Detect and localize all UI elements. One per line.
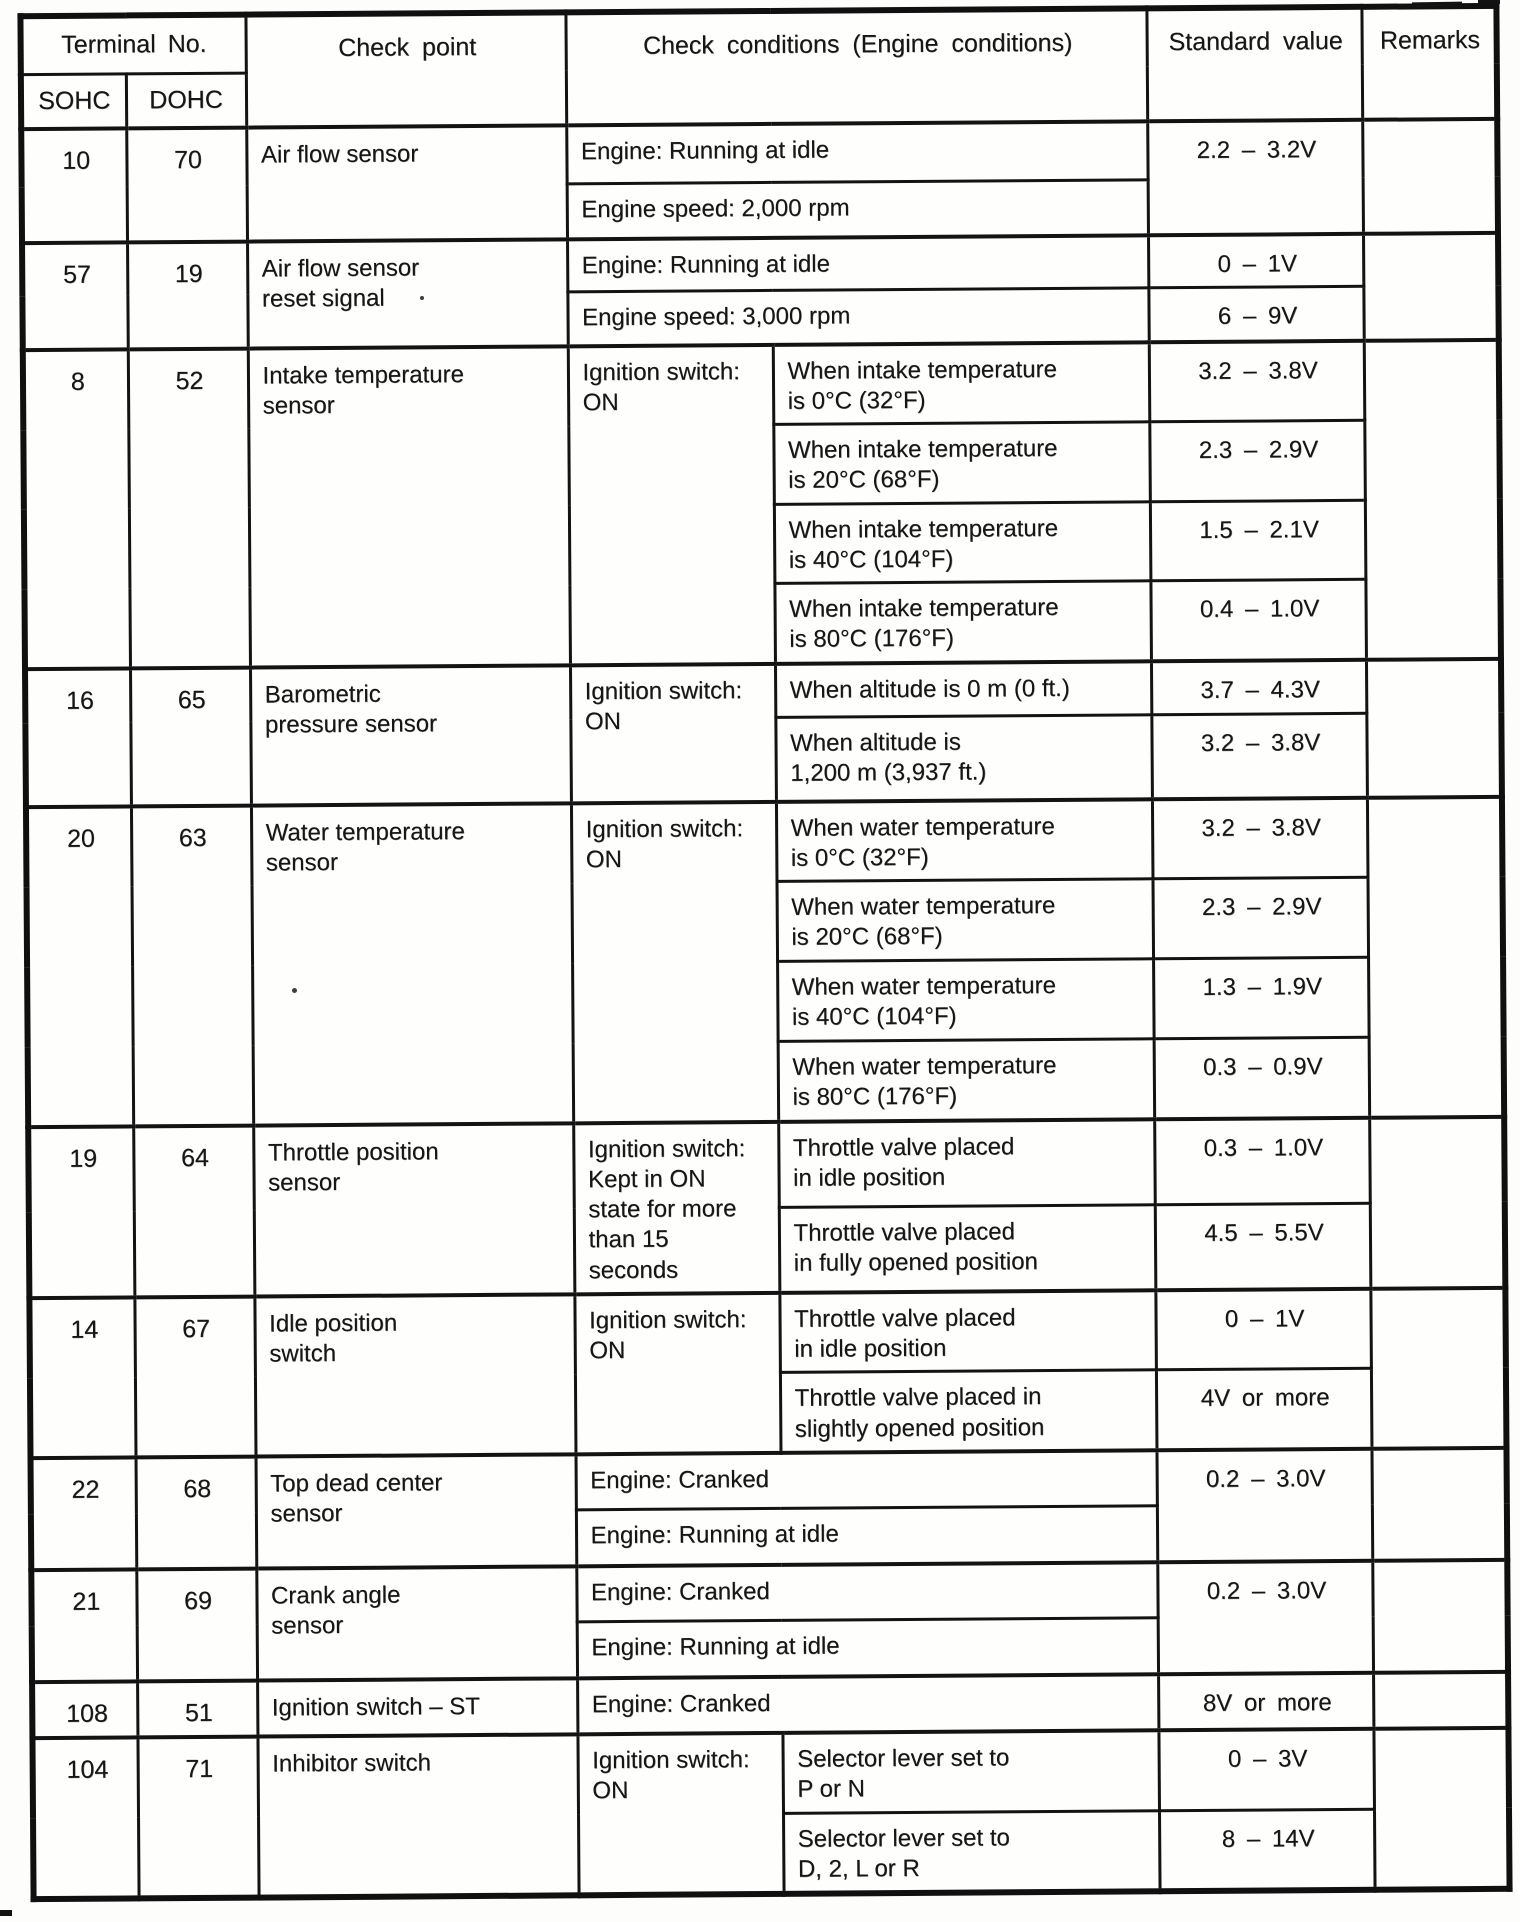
sub-condition-cell: When intake temperature is 0°C (32°F): [773, 342, 1150, 425]
sub-condition-cell: When intake temperature is 40°C (104°F): [774, 501, 1151, 583]
remarks-cell: [1373, 1728, 1509, 1890]
check-point-cell: Air flow sensor reset signal: [247, 239, 568, 348]
terminal-dohc-cell: 69: [136, 1568, 257, 1681]
check-point-cell: Crank angle sensor: [256, 1566, 577, 1680]
standard-value-cell: 4.5 – 5.5V: [1155, 1203, 1371, 1290]
terminal-sohc-cell: 108: [32, 1681, 137, 1738]
condition-cell: Engine speed: 2,000 rpm: [567, 179, 1148, 239]
standard-value-cell: 0.2 – 3.0V: [1157, 1561, 1373, 1674]
sub-condition-cell: When altitude is 0 m (0 ft.): [775, 661, 1151, 718]
condition-cell: Engine speed: 3,000 rpm: [567, 288, 1148, 346]
terminal-dohc-cell: 52: [128, 348, 250, 668]
check-point-cell: Air flow sensor: [246, 125, 567, 241]
standard-value-cell: 0 – 1V: [1155, 1289, 1371, 1370]
remarks-cell: [1363, 233, 1499, 341]
terminal-sohc-cell: 10: [21, 128, 127, 243]
scan-speck: [420, 296, 424, 300]
condition-cell: Engine: Running at idle: [576, 1506, 1157, 1566]
terminal-dohc-cell: 65: [130, 667, 251, 806]
remarks-cell: [1366, 658, 1502, 797]
header-check-point: Check point: [245, 12, 566, 127]
standard-value-cell: 0.4 – 1.0V: [1150, 579, 1366, 660]
condition-cell: Engine: Running at idle: [567, 235, 1148, 292]
check-point-cell: Intake temperature sensor: [248, 346, 570, 667]
sub-condition-cell: When intake temperature is 20°C (68°F): [773, 422, 1150, 504]
sub-condition-cell: Selector lever set to P or N: [782, 1731, 1159, 1814]
condition-cell: Engine: Cranked: [576, 1562, 1157, 1622]
standard-value-cell: 8 – 14V: [1159, 1809, 1375, 1891]
scan-speck: [292, 988, 297, 993]
scanned-page: [17, 3, 1512, 1902]
condition-switch-cell: Ignition switch: ON: [571, 802, 778, 1123]
terminal-dohc-cell: 67: [134, 1296, 255, 1457]
condition-switch-cell: Ignition switch: ON: [577, 1733, 783, 1895]
terminal-sohc-cell: 21: [31, 1569, 137, 1682]
check-point-cell: Water temperature sensor: [251, 803, 573, 1125]
terminal-sohc-cell: 19: [28, 1126, 134, 1298]
terminal-sohc-cell: 20: [26, 806, 133, 1127]
condition-cell: Engine: Running at idle: [577, 1618, 1158, 1678]
terminal-sohc-cell: 57: [22, 242, 128, 349]
standard-value-cell: 3.2 – 3.8V: [1151, 713, 1367, 798]
standard-value-cell: 1.5 – 2.1V: [1150, 500, 1366, 581]
header-remarks: Remarks: [1361, 6, 1497, 120]
standard-value-cell: 3.7 – 4.3V: [1151, 659, 1366, 714]
terminal-voltage-check-table: [17, 3, 1512, 1902]
standard-value-cell: 0.3 – 0.9V: [1154, 1037, 1370, 1118]
terminal-dohc-cell: 51: [137, 1680, 257, 1737]
sub-condition-cell: When intake temperature is 80°C (176°F): [774, 581, 1151, 664]
sub-condition-cell: When water temperature is 0°C (32°F): [776, 799, 1153, 882]
terminal-dohc-cell: 64: [133, 1125, 254, 1297]
standard-value-cell: 3.2 – 3.8V: [1149, 341, 1365, 422]
terminal-sohc-cell: 16: [25, 668, 131, 807]
sub-condition-cell: Throttle valve placed in slightly opened position: [780, 1370, 1157, 1453]
terminal-sohc-cell: 8: [23, 349, 130, 669]
standard-value-cell: 3.2 – 3.8V: [1152, 797, 1368, 878]
scan-artifact: [1412, 2, 1462, 8]
check-point-cell: Inhibitor switch: [257, 1735, 578, 1898]
sub-condition-cell: When water temperature is 40°C (104°F): [777, 959, 1154, 1042]
terminal-sohc-cell: 14: [29, 1297, 135, 1458]
check-point-cell: Top dead center sensor: [256, 1454, 577, 1568]
remarks-cell: [1371, 1448, 1507, 1561]
header-standard-value: Standard value: [1146, 7, 1362, 121]
standard-value-cell: 0 – 1V: [1148, 234, 1363, 288]
sub-condition-cell: Throttle valve placed in idle position: [778, 1119, 1155, 1207]
standard-value-cell: 8V or more: [1158, 1673, 1373, 1731]
terminal-sohc-cell: 104: [32, 1738, 138, 1900]
terminal-dohc-cell: 70: [126, 128, 247, 243]
sub-condition-cell: When water temperature is 80°C (176°F): [778, 1039, 1155, 1122]
terminal-dohc-cell: 19: [127, 242, 248, 350]
scan-artifact: [1478, 0, 1500, 4]
standard-value-cell: 6 – 9V: [1148, 287, 1363, 342]
terminal-dohc-cell: 71: [137, 1737, 258, 1899]
condition-switch-cell: Ignition switch: ON: [570, 664, 776, 803]
standard-value-cell: 1.3 – 1.9V: [1153, 957, 1369, 1038]
standard-value-cell: 0.2 – 3.0V: [1156, 1449, 1372, 1562]
remarks-cell: [1373, 1672, 1508, 1729]
remarks-cell: [1362, 119, 1498, 234]
sub-condition-cell: Throttle valve placed in idle position: [779, 1290, 1156, 1373]
sub-condition-cell: When water temperature is 20°C (68°F): [777, 879, 1154, 962]
standard-value-cell: 4V or more: [1156, 1369, 1372, 1450]
terminal-dohc-cell: 63: [131, 805, 253, 1126]
terminal-dohc-cell: 68: [136, 1456, 257, 1569]
sub-condition-cell: Throttle valve placed in fully opened position: [779, 1205, 1156, 1293]
standard-value-cell: 2.3 – 2.9V: [1149, 421, 1365, 502]
standard-value-cell: 0.3 – 1.0V: [1154, 1117, 1370, 1204]
condition-cell: Engine: Cranked: [577, 1674, 1158, 1735]
standard-value-cell: 2.3 – 2.9V: [1153, 877, 1369, 958]
remarks-cell: [1369, 1116, 1505, 1288]
remarks-cell: [1364, 340, 1501, 660]
condition-switch-cell: Ignition switch: ON: [574, 1293, 780, 1454]
condition-cell: Engine: Running at idle: [566, 121, 1147, 183]
sub-condition-cell: Selector lever set to D, 2, L or R: [783, 1810, 1160, 1894]
condition-cell: Engine: Cranked: [576, 1450, 1157, 1510]
scan-artifact: [0, 1910, 12, 1916]
header-check-conditions: Check conditions (Engine conditions): [565, 8, 1147, 125]
check-point-cell: Idle position switch: [254, 1294, 575, 1456]
terminal-sohc-cell: 22: [31, 1457, 137, 1570]
remarks-cell: [1367, 796, 1504, 1117]
condition-switch-cell: Ignition switch: ON: [568, 345, 775, 665]
header-terminal-no: Terminal No.: [20, 15, 245, 75]
check-point-cell: Ignition switch – ST: [257, 1678, 577, 1737]
check-point-cell: Throttle position sensor: [253, 1123, 574, 1296]
remarks-cell: [1370, 1288, 1506, 1449]
header-sohc: SOHC: [21, 73, 126, 129]
remarks-cell: [1372, 1560, 1508, 1673]
header-dohc: DOHC: [126, 73, 246, 129]
check-point-cell: Barometric pressure sensor: [250, 665, 571, 805]
condition-switch-cell: Ignition switch: Kept in ON state for more than 15 seconds: [573, 1122, 779, 1295]
sub-condition-cell: When altitude is 1,200 m (3,937 ft.): [775, 715, 1152, 802]
standard-value-cell: 0 – 3V: [1158, 1729, 1374, 1810]
standard-value-cell: 2.2 – 3.2V: [1147, 120, 1363, 235]
